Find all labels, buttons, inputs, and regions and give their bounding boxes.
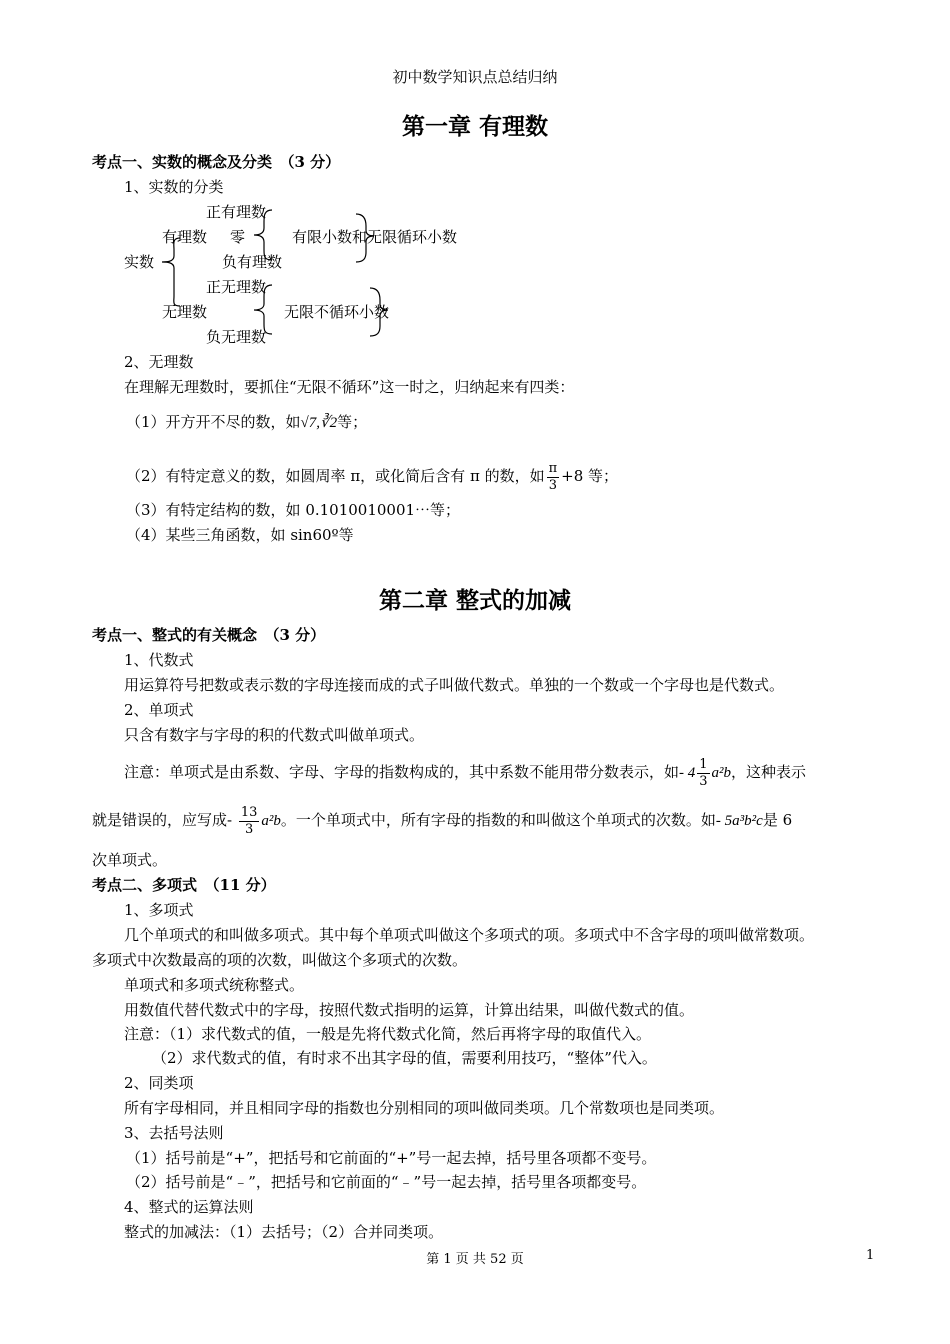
tree-irrational: 无理数: [162, 303, 208, 321]
tree-real: 实数: [124, 253, 155, 271]
ch2-note-2: 就是错误的，应写成- $\frac{13}{3}$ a²b。一个单项式中，所有字母的指数的和叫做这个单项式的次数。如- 5a³b²c是 6: [92, 804, 793, 837]
ch2-section-5: 3、去括号法则: [124, 1124, 224, 1142]
tree-finite: 有限小数和无限循环小数: [292, 228, 458, 246]
ch1-item-3: （3）有特定结构的数，如 0.1010010001⋯等；: [126, 501, 461, 519]
ch2-para-10: （1）括号前是“+”，把括号和它前面的“+”号一起去掉，括号里各项都不变号。: [126, 1149, 657, 1167]
ch2-para-6: 用数值代替代数式中的字母，按照代数式指明的运算，计算出结果，叫做代数式的值。: [124, 1001, 695, 1019]
ch2-para-3: 几个单项式的和叫做多项式。其中每个单项式叫做这个多项式的项。多项式中不含字母的项叫做常数项。: [124, 926, 815, 944]
ch2-note-3: 次单项式。: [92, 851, 168, 869]
tree-neg-rational: 负有理数: [222, 253, 283, 271]
ch2-section-3: 1、多项式: [124, 901, 194, 919]
tree-zero: 零: [230, 228, 246, 246]
tree-infinite: 无限不循环小数: [284, 303, 390, 321]
ch1-item-2: （2）有特定意义的数，如圆周率 π，或化简后含有 π 的数，如 $\frac{\pi}{3}$ +8 等；: [126, 460, 619, 493]
ch2-section-4: 2、同类项: [124, 1074, 194, 1092]
ch2-para-4: 多项式中次数最高的项的次数，叫做这个多项式的次数。: [92, 951, 468, 969]
pi-over-3-fraction: $\frac{\pi}{3}$: [548, 460, 558, 493]
tree-pos-rational: 正有理数: [206, 203, 267, 221]
ch1-kaodian-1: 考点一、实数的概念及分类 （3 分）: [92, 153, 341, 171]
ch2-para-11: （2）括号前是“﹣”，把括号和它前面的“﹣”号一起去掉，括号里各项都变号。: [126, 1173, 647, 1191]
chapter-1-title: 第一章 有理数: [401, 113, 548, 140]
ch1-item-1: （1）开方开不尽的数，如√7,∛2等；: [126, 413, 368, 431]
tree-neg-irrational: 负无理数: [206, 328, 267, 346]
ch1-section-1: 1、实数的分类: [124, 178, 224, 196]
page-header: 初中数学知识点总结归纳: [392, 68, 558, 86]
ch1-para-1: 在理解无理数时，要抓住“无限不循环”这一时之，归纳起来有四类：: [124, 378, 575, 396]
ch2-kaodian-2: 考点二、多项式 （11 分）: [92, 876, 276, 894]
ch2-para-12: 整式的加减法：（1）去括号；（2）合并同类项。: [124, 1223, 444, 1241]
ch2-para-1: 用运算符号把数或表示数的字母连接而成的式子叫做代数式。单独的一个数或一个字母也是代数式。: [124, 676, 785, 694]
ch2-section-2: 2、单项式: [124, 701, 194, 719]
ch2-kaodian-1: 考点一、整式的有关概念 （3 分）: [92, 626, 326, 644]
ch2-para-2: 只含有数字与字母的积的代数式叫做单项式。: [124, 726, 425, 744]
tree-braces: [0, 0, 950, 360]
ch2-note-1: 注意：单项式是由系数、字母、字母的指数构成的，其中系数不能用带分数表示，如- 4 $\frac{1}{3}$ a²b，这种表示: [124, 756, 807, 789]
tree-pos-irrational: 正无理数: [206, 278, 267, 296]
ch2-para-9: 所有字母相同，并且相同字母的指数也分别相同的项叫做同类项。几个常数项也是同类项。: [124, 1099, 725, 1117]
ch2-section-1: 1、代数式: [124, 651, 194, 669]
thirteen-thirds-fraction: $\frac{13}{3}$: [240, 804, 258, 837]
ch1-item-4: （4）某些三角函数，如 sin60º等: [126, 526, 354, 544]
ch2-para-7: 注意：（1）求代数式的值，一般是先将代数式化简，然后再将字母的取值代入。: [124, 1025, 652, 1043]
sqrt-expression: √7,∛2: [300, 415, 338, 431]
mixed-fraction: $\frac{1}{3}$: [699, 756, 708, 789]
ch2-para-5: 单项式和多项式统称整式。: [124, 976, 305, 994]
ch2-section-6: 4、整式的运算法则: [124, 1198, 254, 1216]
ch1-section-2: 2、无理数: [124, 353, 194, 371]
ch2-para-8: （2）求代数式的值，有时求不出其字母的值，需要利用技巧，“整体”代入。: [152, 1049, 657, 1067]
tree-rational: 有理数: [162, 228, 208, 246]
chapter-2-title: 第二章 整式的加减: [378, 587, 571, 614]
page-footer: 第 1 页 共 52 页: [426, 1252, 524, 1267]
page-number: 1: [866, 1248, 875, 1263]
